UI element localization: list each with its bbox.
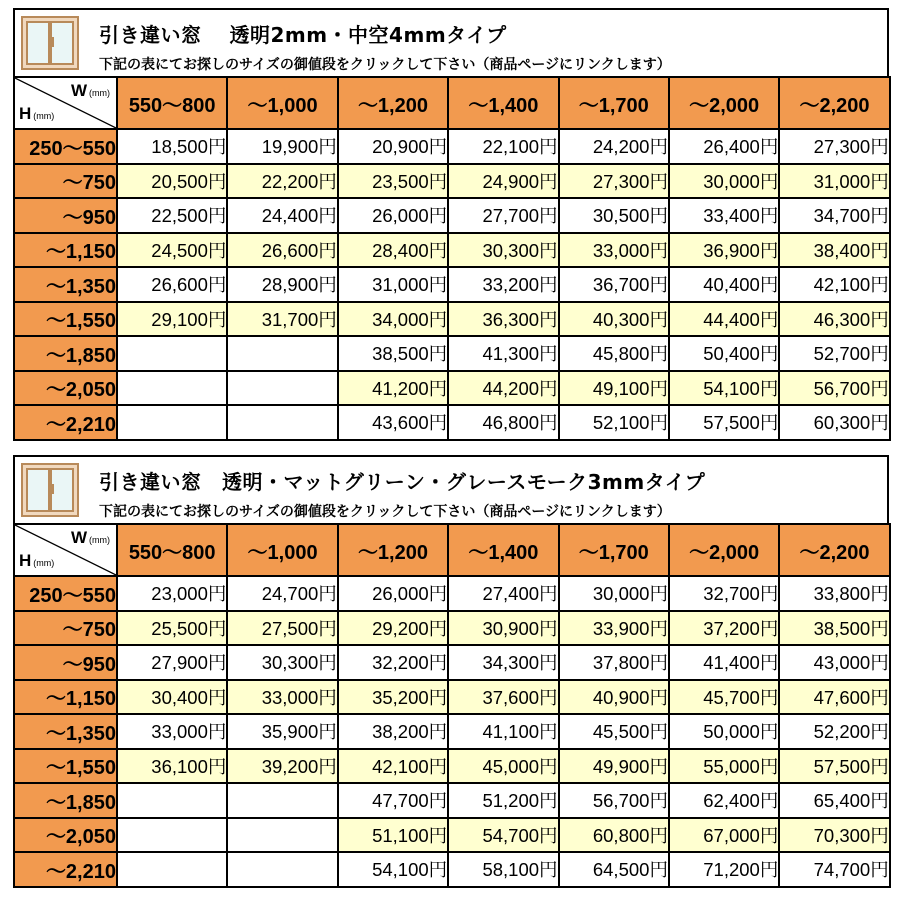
price-cell[interactable]: 47,600円 <box>779 680 889 715</box>
price-cell[interactable]: 65,400円 <box>779 783 889 818</box>
price-cell[interactable]: 54,100円 <box>669 371 779 406</box>
price-cell[interactable]: 58,100円 <box>448 852 558 887</box>
price-cell[interactable]: 44,200円 <box>448 371 558 406</box>
width-column-header: 〜1,200 <box>338 524 448 576</box>
width-header-row <box>14 77 890 129</box>
price-cell[interactable]: 32,200円 <box>338 645 448 680</box>
sliding-window-icon <box>20 462 80 518</box>
width-axis-label: W (mm) <box>70 528 110 547</box>
price-cell[interactable]: 38,200円 <box>338 714 448 749</box>
price-cell[interactable]: 27,900円 <box>117 645 227 680</box>
price-cell[interactable]: 33,200円 <box>448 267 558 302</box>
width-column-header: 550〜800 <box>117 524 227 576</box>
price-cell[interactable]: 20,500円 <box>117 164 227 199</box>
panel-subtitle: 下記の表にてお探しのサイズの御値段をクリックして下さい（商品ページにリンクします） <box>99 57 671 73</box>
price-cell[interactable]: 49,900円 <box>559 749 669 784</box>
height-axis-label: H (mm) <box>19 551 55 570</box>
price-cell[interactable]: 26,400円 <box>669 129 779 164</box>
price-cell[interactable]: 40,300円 <box>559 302 669 337</box>
price-cell[interactable]: 45,700円 <box>669 680 779 715</box>
price-cell[interactable]: 47,700円 <box>338 783 448 818</box>
price-cell[interactable]: 35,900円 <box>227 714 337 749</box>
price-cell[interactable]: 31,000円 <box>338 267 448 302</box>
price-cell[interactable]: 24,400円 <box>227 198 337 233</box>
price-cell[interactable]: 30,900円 <box>448 611 558 646</box>
empty-cell <box>117 783 227 818</box>
empty-cell <box>117 371 227 406</box>
empty-cell <box>227 405 337 440</box>
price-cell[interactable]: 41,100円 <box>448 714 558 749</box>
width-column-header: 〜1,200 <box>338 77 448 129</box>
width-column-header: 〜1,400 <box>448 77 558 129</box>
price-cell[interactable]: 34,000円 <box>338 302 448 337</box>
price-cell[interactable]: 37,600円 <box>448 680 558 715</box>
price-cell[interactable]: 29,100円 <box>117 302 227 337</box>
price-cell[interactable]: 41,200円 <box>338 371 448 406</box>
height-row-header: 250〜550 <box>14 129 117 164</box>
price-cell[interactable]: 43,600円 <box>338 405 448 440</box>
table-row <box>14 749 890 784</box>
price-cell[interactable]: 25,500円 <box>117 611 227 646</box>
price-cell[interactable]: 50,000円 <box>669 714 779 749</box>
empty-cell <box>117 852 227 887</box>
price-cell[interactable]: 28,400円 <box>338 233 448 268</box>
price-cell[interactable]: 27,700円 <box>448 198 558 233</box>
price-cell[interactable]: 24,500円 <box>117 233 227 268</box>
price-cell[interactable]: 23,500円 <box>338 164 448 199</box>
width-column-header: 〜2,000 <box>669 77 779 129</box>
price-cell[interactable]: 67,000円 <box>669 818 779 853</box>
price-cell[interactable]: 38,500円 <box>338 336 448 371</box>
price-cell[interactable]: 41,300円 <box>448 336 558 371</box>
price-cell[interactable]: 31,000円 <box>779 164 889 199</box>
table-row <box>14 267 890 302</box>
price-cell[interactable]: 30,500円 <box>559 198 669 233</box>
price-cell[interactable]: 46,300円 <box>779 302 889 337</box>
width-column-header: 〜1,700 <box>559 524 669 576</box>
height-row-header: 〜950 <box>14 198 117 233</box>
size-corner-cell <box>14 77 117 129</box>
price-cell[interactable]: 56,700円 <box>559 783 669 818</box>
empty-cell <box>227 336 337 371</box>
price-cell[interactable]: 51,100円 <box>338 818 448 853</box>
price-cell[interactable]: 23,000円 <box>117 576 227 611</box>
price-cell[interactable]: 57,500円 <box>669 405 779 440</box>
price-cell[interactable]: 27,300円 <box>779 129 889 164</box>
price-table <box>13 76 891 441</box>
price-cell[interactable]: 52,100円 <box>559 405 669 440</box>
price-cell[interactable]: 74,700円 <box>779 852 889 887</box>
price-cell[interactable]: 32,700円 <box>669 576 779 611</box>
width-column-header: 〜2,200 <box>779 524 889 576</box>
price-cell[interactable]: 26,600円 <box>117 267 227 302</box>
price-cell[interactable]: 39,200円 <box>227 749 337 784</box>
width-column-header: 〜2,200 <box>779 77 889 129</box>
price-cell[interactable]: 31,700円 <box>227 302 337 337</box>
price-cell[interactable]: 33,000円 <box>117 714 227 749</box>
price-cell[interactable]: 40,400円 <box>669 267 779 302</box>
price-cell[interactable]: 33,400円 <box>669 198 779 233</box>
price-cell[interactable]: 18,500円 <box>117 129 227 164</box>
height-row-header: 〜750 <box>14 611 117 646</box>
height-row-header: 〜1,850 <box>14 783 117 818</box>
price-cell[interactable]: 43,000円 <box>779 645 889 680</box>
table-row <box>14 852 890 887</box>
height-row-header: 〜1,850 <box>14 336 117 371</box>
height-row-header: 〜2,210 <box>14 405 117 440</box>
price-cell[interactable]: 42,100円 <box>338 749 448 784</box>
height-row-header: 〜950 <box>14 645 117 680</box>
table-row <box>14 164 890 199</box>
price-cell[interactable]: 27,400円 <box>448 576 558 611</box>
price-cell[interactable]: 33,800円 <box>779 576 889 611</box>
table-row <box>14 198 890 233</box>
height-row-header: 〜2,050 <box>14 371 117 406</box>
price-cell[interactable]: 54,100円 <box>338 852 448 887</box>
price-cell[interactable]: 52,200円 <box>779 714 889 749</box>
empty-cell <box>117 405 227 440</box>
panel-title: 引き違い窓 透明2mm・中空4mmタイプ <box>99 23 507 47</box>
width-axis-label: W (mm) <box>70 81 110 100</box>
price-cell[interactable]: 34,700円 <box>779 198 889 233</box>
price-cell[interactable]: 27,300円 <box>559 164 669 199</box>
price-cell[interactable]: 38,500円 <box>779 611 889 646</box>
height-row-header: 250〜550 <box>14 576 117 611</box>
price-cell[interactable]: 56,700円 <box>779 371 889 406</box>
price-cell[interactable]: 45,800円 <box>559 336 669 371</box>
width-column-header: 550〜800 <box>117 77 227 129</box>
size-corner-cell <box>14 524 117 576</box>
price-cell[interactable]: 36,300円 <box>448 302 558 337</box>
price-panel-3mm <box>13 455 889 888</box>
table-row <box>14 576 890 611</box>
height-row-header: 〜750 <box>14 164 117 199</box>
price-cell[interactable]: 40,900円 <box>559 680 669 715</box>
price-cell[interactable]: 45,500円 <box>559 714 669 749</box>
price-cell[interactable]: 28,900円 <box>227 267 337 302</box>
price-cell[interactable]: 30,000円 <box>669 164 779 199</box>
price-cell[interactable]: 34,300円 <box>448 645 558 680</box>
width-column-header: 〜1,000 <box>227 77 337 129</box>
empty-cell <box>117 336 227 371</box>
price-cell[interactable]: 44,400円 <box>669 302 779 337</box>
price-cell[interactable]: 62,400円 <box>669 783 779 818</box>
height-row-header: 〜1,550 <box>14 302 117 337</box>
width-column-header: 〜1,400 <box>448 524 558 576</box>
price-cell[interactable]: 57,500円 <box>779 749 889 784</box>
price-cell[interactable]: 26,000円 <box>338 198 448 233</box>
price-cell[interactable]: 33,000円 <box>559 233 669 268</box>
price-cell[interactable]: 29,200円 <box>338 611 448 646</box>
price-cell[interactable]: 37,800円 <box>559 645 669 680</box>
width-column-header: 〜1,700 <box>559 77 669 129</box>
height-row-header: 〜1,550 <box>14 749 117 784</box>
price-cell[interactable]: 30,000円 <box>559 576 669 611</box>
panel-title: 引き違い窓 透明・マットグリーン・グレースモーク3mmタイプ <box>99 470 706 494</box>
price-cell[interactable]: 41,400円 <box>669 645 779 680</box>
price-panel-2mm <box>13 8 889 441</box>
price-cell[interactable]: 37,200円 <box>669 611 779 646</box>
price-cell[interactable]: 33,000円 <box>227 680 337 715</box>
empty-cell <box>227 371 337 406</box>
height-axis-label: H (mm) <box>19 104 55 123</box>
price-cell[interactable]: 38,400円 <box>779 233 889 268</box>
price-cell[interactable]: 24,900円 <box>448 164 558 199</box>
table-row <box>14 371 890 406</box>
price-cell[interactable]: 24,200円 <box>559 129 669 164</box>
price-cell[interactable]: 70,300円 <box>779 818 889 853</box>
empty-cell <box>227 852 337 887</box>
price-cell[interactable]: 42,100円 <box>779 267 889 302</box>
table-row <box>14 302 890 337</box>
price-cell[interactable]: 30,300円 <box>448 233 558 268</box>
price-cell[interactable]: 26,600円 <box>227 233 337 268</box>
price-cell[interactable]: 50,400円 <box>669 336 779 371</box>
price-cell[interactable]: 36,700円 <box>559 267 669 302</box>
empty-cell <box>117 818 227 853</box>
price-cell[interactable]: 52,700円 <box>779 336 889 371</box>
height-row-header: 〜2,210 <box>14 852 117 887</box>
table-row <box>14 405 890 440</box>
height-row-header: 〜2,050 <box>14 818 117 853</box>
panel-header <box>13 455 889 523</box>
price-cell[interactable]: 22,500円 <box>117 198 227 233</box>
table-row <box>14 680 890 715</box>
width-column-header: 〜2,000 <box>669 524 779 576</box>
table-row <box>14 783 890 818</box>
table-row <box>14 233 890 268</box>
table-row <box>14 714 890 749</box>
price-cell[interactable]: 20,900円 <box>338 129 448 164</box>
price-cell[interactable]: 60,800円 <box>559 818 669 853</box>
price-cell[interactable]: 45,000円 <box>448 749 558 784</box>
price-cell[interactable]: 36,100円 <box>117 749 227 784</box>
price-cell[interactable]: 19,900円 <box>227 129 337 164</box>
panel-subtitle: 下記の表にてお探しのサイズの御値段をクリックして下さい（商品ページにリンクします） <box>99 504 671 520</box>
panel-header <box>13 8 889 76</box>
empty-cell <box>227 818 337 853</box>
price-cell[interactable]: 64,500円 <box>559 852 669 887</box>
price-cell[interactable]: 35,200円 <box>338 680 448 715</box>
height-row-header: 〜1,350 <box>14 714 117 749</box>
price-cell[interactable]: 60,300円 <box>779 405 889 440</box>
height-row-header: 〜1,150 <box>14 680 117 715</box>
price-cell[interactable]: 36,900円 <box>669 233 779 268</box>
price-cell[interactable]: 71,200円 <box>669 852 779 887</box>
table-row <box>14 645 890 680</box>
height-row-header: 〜1,350 <box>14 267 117 302</box>
price-table <box>13 523 891 888</box>
width-column-header: 〜1,000 <box>227 524 337 576</box>
price-cell[interactable]: 49,100円 <box>559 371 669 406</box>
price-cell[interactable]: 30,300円 <box>227 645 337 680</box>
empty-cell <box>227 783 337 818</box>
price-cell[interactable]: 26,000円 <box>338 576 448 611</box>
table-row <box>14 611 890 646</box>
height-row-header: 〜1,150 <box>14 233 117 268</box>
table-row <box>14 818 890 853</box>
price-cell[interactable]: 24,700円 <box>227 576 337 611</box>
table-row <box>14 129 890 164</box>
price-cell[interactable]: 46,800円 <box>448 405 558 440</box>
price-cell[interactable]: 27,500円 <box>227 611 337 646</box>
price-cell[interactable]: 22,100円 <box>448 129 558 164</box>
price-cell[interactable]: 30,400円 <box>117 680 227 715</box>
sliding-window-icon <box>20 15 80 71</box>
price-cell[interactable]: 51,200円 <box>448 783 558 818</box>
price-cell[interactable]: 54,700円 <box>448 818 558 853</box>
width-header-row <box>14 524 890 576</box>
table-row <box>14 336 890 371</box>
price-cell[interactable]: 22,200円 <box>227 164 337 199</box>
price-cell[interactable]: 55,000円 <box>669 749 779 784</box>
price-cell[interactable]: 33,900円 <box>559 611 669 646</box>
